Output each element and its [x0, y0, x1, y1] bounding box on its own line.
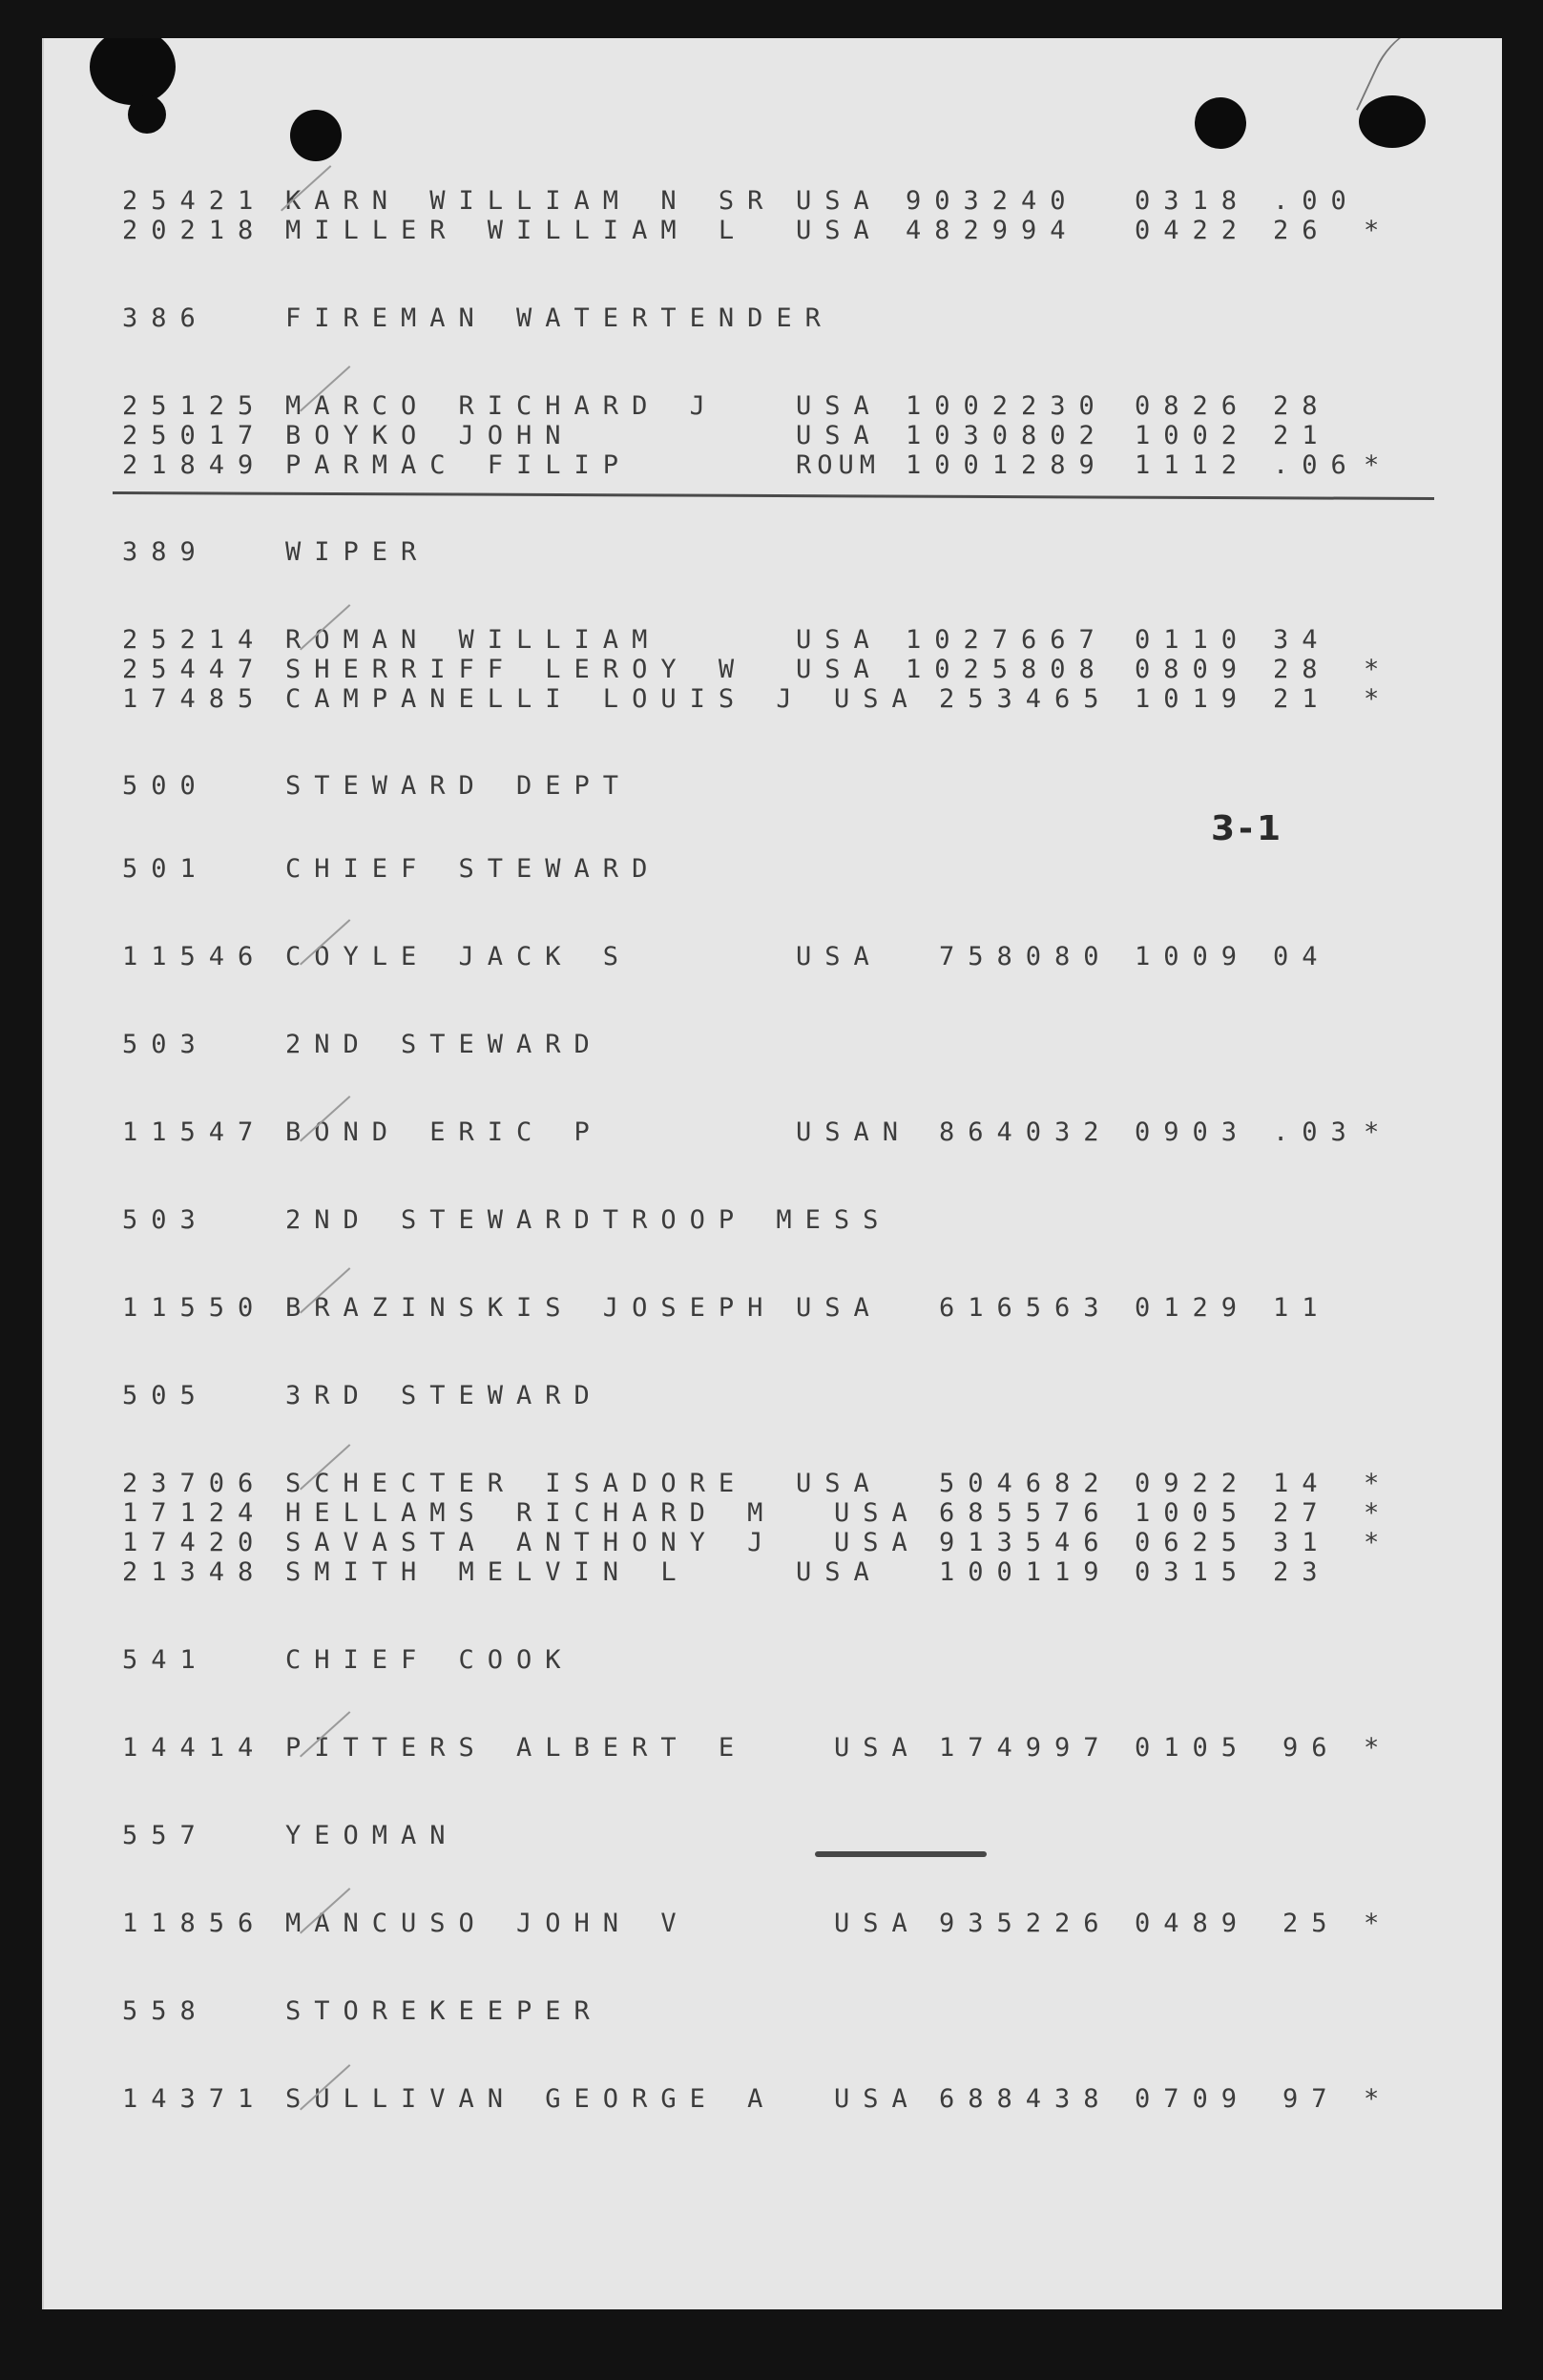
citizenship: USA	[796, 1293, 883, 1323]
crew-row	[42, 1469, 1502, 1501]
citizenship: USA	[796, 655, 883, 684]
z-number: 903240	[906, 186, 1079, 216]
star-mark: *	[1364, 684, 1393, 714]
crew-number: 21849	[122, 450, 267, 480]
citizenship: ROUM	[796, 450, 882, 480]
code: 96	[1282, 1733, 1341, 1763]
star-mark: *	[1364, 450, 1393, 480]
crew-number: 25017	[122, 421, 267, 450]
crew-row	[42, 1909, 1502, 1941]
date-code: 0625	[1135, 1528, 1251, 1557]
section-heading	[42, 1030, 1502, 1062]
code: 27	[1273, 1498, 1331, 1528]
citizenship: USAN	[796, 1117, 912, 1147]
crew-name: PITTERS ALBERT E	[285, 1733, 748, 1763]
section-number: 557	[122, 1821, 209, 1850]
crew-name: BRAZINSKIS JOSEPH	[285, 1293, 777, 1323]
crew-name: BOYKO JOHN	[285, 421, 574, 450]
citizenship: USA	[796, 1469, 883, 1498]
star-mark: *	[1364, 216, 1393, 245]
citizenship: USA	[796, 625, 883, 655]
code: .00	[1273, 186, 1360, 216]
crew-name: MILLER WILLIAM L	[285, 216, 748, 245]
citizenship: USA	[796, 216, 883, 245]
date-code: 1005	[1135, 1498, 1251, 1528]
code: 28	[1273, 655, 1331, 684]
date-code: 0709	[1135, 2084, 1251, 2114]
crew-number: 23706	[122, 1469, 267, 1498]
code: 04	[1273, 942, 1331, 971]
crew-row	[42, 421, 1502, 453]
crew-name: SAVASTA ANTHONY J	[285, 1528, 777, 1557]
crew-number: 25125	[122, 391, 267, 421]
crew-row	[42, 1733, 1502, 1765]
code: 21	[1273, 421, 1331, 450]
date-code: 0105	[1135, 1733, 1251, 1763]
crew-number: 14371	[122, 2084, 267, 2114]
date-code: 0922	[1135, 1469, 1251, 1498]
date-code: 0315	[1135, 1557, 1251, 1587]
z-number: 1027667	[906, 625, 1108, 655]
crew-row	[42, 391, 1502, 424]
crew-row	[42, 1528, 1502, 1560]
section-title: CHIEF STEWARD	[285, 854, 661, 884]
section-title: STOREKEEPER	[285, 1996, 603, 2026]
crew-number: 11547	[122, 1117, 267, 1147]
code: 26	[1273, 216, 1331, 245]
crew-name: COYLE JACK S	[285, 942, 633, 971]
star-mark: *	[1364, 1528, 1393, 1557]
citizenship: USA	[834, 1498, 921, 1528]
z-number: 1001289	[906, 450, 1108, 480]
document-page	[42, 38, 1502, 2309]
z-number: 935226	[939, 1909, 1113, 1938]
star-mark: *	[1364, 2084, 1393, 2114]
crew-row	[42, 1117, 1502, 1150]
code: 31	[1273, 1528, 1331, 1557]
citizenship: USA	[796, 1557, 883, 1587]
date-code: 1002	[1135, 421, 1251, 450]
section-heading	[42, 854, 1502, 887]
z-number: 864032	[939, 1117, 1113, 1147]
section-number: 505	[122, 1381, 209, 1410]
section-number: 541	[122, 1645, 209, 1675]
scan-edge	[42, 38, 1502, 2309]
crew-name: ROMAN WILLIAM	[285, 625, 661, 655]
citizenship: USA	[796, 942, 883, 971]
section-heading	[42, 1645, 1502, 1678]
crew-number: 20218	[122, 216, 267, 245]
crew-name: HELLAMS RICHARD M	[285, 1498, 777, 1528]
punch-hole-right	[1195, 97, 1246, 149]
code: .06	[1273, 450, 1360, 480]
section-title: 2ND STEWARDTROOP MESS	[285, 1205, 892, 1235]
code: .03	[1273, 1117, 1360, 1147]
section-title: YEOMAN	[285, 1821, 459, 1850]
section-title: 3RD STEWARD	[285, 1381, 603, 1410]
ink-blot	[128, 95, 166, 134]
date-code: 0318	[1135, 186, 1251, 216]
crew-number: 25214	[122, 625, 267, 655]
ink-smudge	[815, 1851, 987, 1857]
crew-row	[42, 1293, 1502, 1326]
crew-name: KARN WILLIAM N SR	[285, 186, 777, 216]
crew-name: CAMPANELLI LOUIS J	[285, 684, 805, 714]
crew-row	[42, 1557, 1502, 1590]
code: 11	[1273, 1293, 1331, 1323]
code: 21	[1273, 684, 1331, 714]
section-title: 2ND STEWARD	[285, 1030, 603, 1059]
section-number: 500	[122, 771, 209, 801]
crew-row	[42, 216, 1502, 248]
crew-row	[42, 655, 1502, 687]
crew-row	[42, 625, 1502, 658]
crew-row	[42, 186, 1502, 219]
date-code: 0826	[1135, 391, 1251, 421]
section-heading	[42, 1821, 1502, 1853]
crew-number: 17124	[122, 1498, 267, 1528]
section-number: 503	[122, 1030, 209, 1059]
code: 28	[1273, 391, 1331, 421]
crew-name: SHERRIFF LEROY W	[285, 655, 748, 684]
crew-number: 17485	[122, 684, 267, 714]
section-title: STEWARD DEPT	[285, 771, 633, 801]
crew-name: SULLIVAN GEORGE A	[285, 2084, 777, 2114]
crew-number: 21348	[122, 1557, 267, 1587]
citizenship: USA	[834, 684, 921, 714]
code: 97	[1282, 2084, 1341, 2114]
crew-name: MARCO RICHARD J	[285, 391, 719, 421]
z-number: 1030802	[906, 421, 1108, 450]
crew-number: 11546	[122, 942, 267, 971]
citizenship: USA	[834, 1733, 921, 1763]
citizenship: USA	[796, 421, 883, 450]
date-code: 0809	[1135, 655, 1251, 684]
citizenship: USA	[796, 391, 883, 421]
crew-name: BOND ERIC P	[285, 1117, 603, 1147]
z-number: 482994	[906, 216, 1079, 245]
star-mark: *	[1364, 1469, 1393, 1498]
crew-name: MANCUSO JOHN V	[285, 1909, 690, 1938]
crew-name: PARMAC FILIP	[285, 450, 633, 480]
z-number: 616563	[939, 1293, 1113, 1323]
date-code: 1009	[1135, 942, 1251, 971]
date-code: 1112	[1135, 450, 1251, 480]
z-number: 913546	[939, 1528, 1113, 1557]
crew-row	[42, 942, 1502, 974]
crew-row	[42, 1498, 1502, 1531]
crew-number: 11856	[122, 1909, 267, 1938]
crew-row	[42, 2084, 1502, 2117]
section-title: WIPER	[285, 537, 430, 567]
date-code: 1019	[1135, 684, 1251, 714]
citizenship: USA	[834, 1528, 921, 1557]
section-heading	[42, 303, 1502, 336]
section-heading	[42, 1996, 1502, 2029]
citizenship: USA	[834, 2084, 921, 2114]
date-code: 0903	[1135, 1117, 1251, 1147]
crew-number: 25421	[122, 186, 267, 216]
z-number: 688438	[939, 2084, 1113, 2114]
star-mark: *	[1364, 1117, 1393, 1147]
handwritten-mark: 3-1	[1211, 809, 1285, 848]
code: 23	[1273, 1557, 1331, 1587]
date-code: 0110	[1135, 625, 1251, 655]
crew-row-struck	[42, 450, 1502, 483]
z-number: 253465	[939, 684, 1113, 714]
z-number: 504682	[939, 1469, 1113, 1498]
section-number: 386	[122, 303, 209, 333]
section-heading	[42, 1381, 1502, 1413]
crew-number: 11550	[122, 1293, 267, 1323]
section-title: FIREMAN WATERTENDER	[285, 303, 834, 333]
star-mark: *	[1364, 1733, 1393, 1763]
z-number: 685576	[939, 1498, 1113, 1528]
z-number: 100119	[939, 1557, 1113, 1587]
crew-number: 25447	[122, 655, 267, 684]
section-number: 558	[122, 1996, 209, 2026]
z-number: 1002230	[906, 391, 1108, 421]
code: 34	[1273, 625, 1331, 655]
section-number: 503	[122, 1205, 209, 1235]
z-number: 174997	[939, 1733, 1113, 1763]
star-mark: *	[1364, 655, 1393, 684]
star-mark: *	[1364, 1498, 1393, 1528]
code: 14	[1273, 1469, 1331, 1498]
date-code: 0489	[1135, 1909, 1251, 1938]
section-title: CHIEF COOK	[285, 1645, 574, 1675]
punch-hole-left	[290, 110, 342, 161]
crew-number: 14414	[122, 1733, 267, 1763]
crew-number: 17420	[122, 1528, 267, 1557]
crew-name: SMITH MELVIN L	[285, 1557, 690, 1587]
crew-row	[42, 684, 1502, 717]
citizenship: USA	[796, 186, 883, 216]
date-code: 0129	[1135, 1293, 1251, 1323]
section-heading	[42, 1205, 1502, 1238]
date-code: 0422	[1135, 216, 1251, 245]
section-number: 389	[122, 537, 209, 567]
z-number: 758080	[939, 942, 1113, 971]
citizenship: USA	[834, 1909, 921, 1938]
section-heading	[42, 537, 1502, 570]
z-number: 1025808	[906, 655, 1108, 684]
star-mark: *	[1364, 1909, 1393, 1938]
crew-name: SCHECTER ISADORE	[285, 1469, 748, 1498]
section-heading	[42, 771, 1502, 804]
code: 25	[1282, 1909, 1341, 1938]
section-number: 501	[122, 854, 209, 884]
